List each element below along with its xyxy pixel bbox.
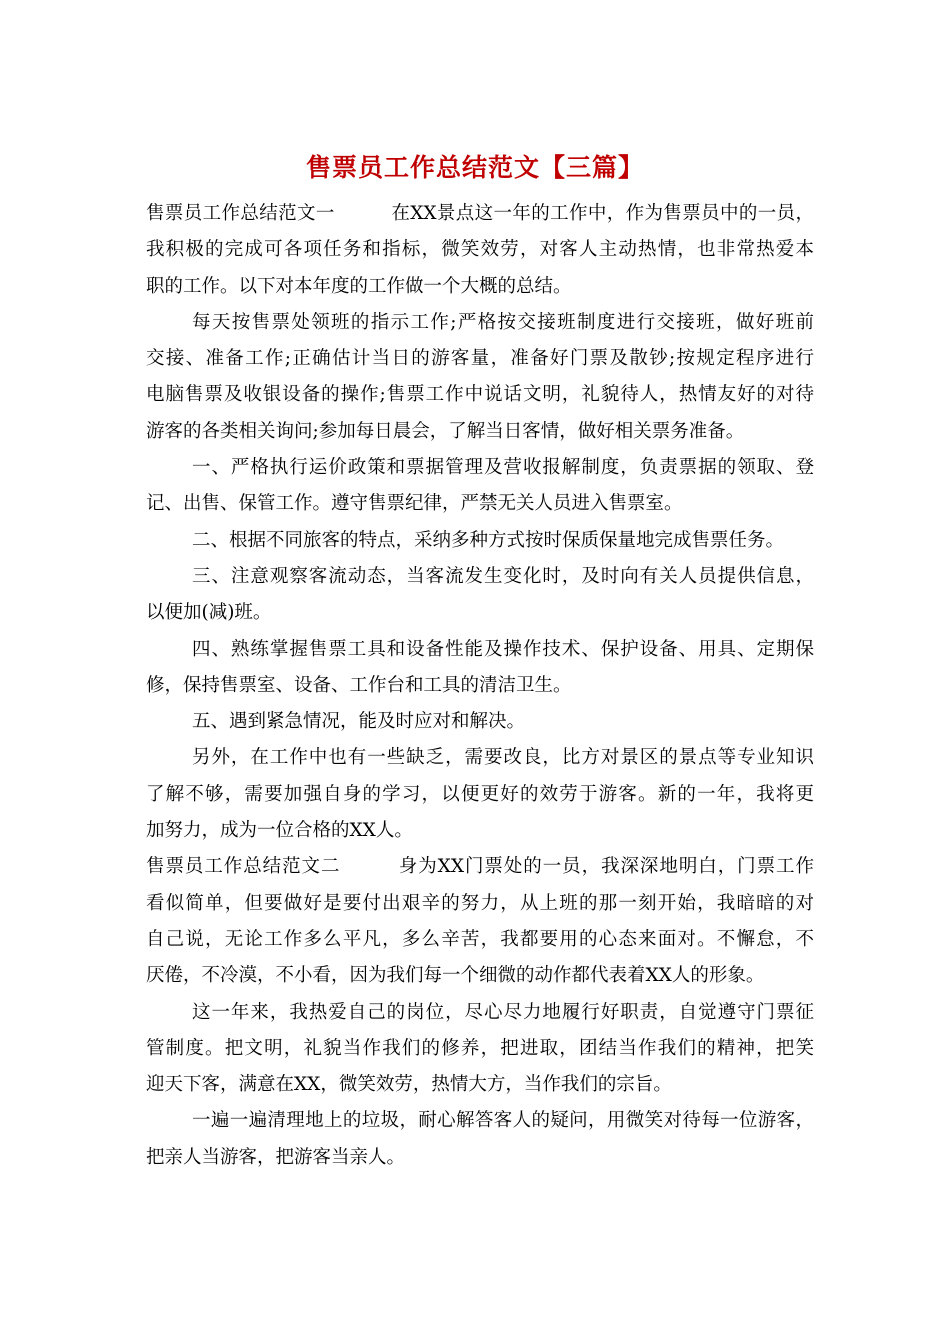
text-line: 五、遇到紧急情况，能及时应对和解决。 bbox=[192, 711, 526, 733]
text-line: 管制度。把文明，礼貌当作我们的修养，把进取，团结当作我们的精神，把笑 bbox=[146, 1037, 814, 1059]
text-line: 这一年来，我热爱自己的岗位，尽心尽力地履行好职责，自觉遵守门票征 bbox=[192, 1001, 814, 1023]
document-title: 售票员工作总结范文【三篇】 bbox=[305, 153, 644, 182]
text-line: 一、严格执行运价政策和票据管理及营收报解制度，负责票据的领取、登 bbox=[192, 457, 814, 479]
text-line: 以便加(减)班。 bbox=[146, 602, 272, 624]
text-line: 一遍一遍清理地上的垃圾，耐心解答客人的疑问，用微笑对待每一位游客， bbox=[192, 1110, 814, 1132]
text-line: 迎天下客，满意在XX，微笑效劳，热情大方，当作我们的宗旨。 bbox=[146, 1074, 672, 1096]
text-line: 三、注意观察客流动态，当客流发生变化时，及时向有关人员提供信息， bbox=[192, 565, 814, 587]
text-line: 交接、准备工作;正确估计当日的游客量，准备好门票及散钞;按规定程序进行 bbox=[146, 348, 814, 370]
text-line: 看似简单，但要做好是要付出艰辛的努力，从上班的那一刻开始，我暗暗的对 bbox=[146, 892, 814, 914]
text-line: 售票员工作总结范文一 在XX景点这一年的工作中，作为售票员中的一员， bbox=[146, 203, 814, 224]
text-line: 加努力，成为一位合格的XX人。 bbox=[146, 820, 413, 842]
text-line: 职的工作。以下对本年度的工作做一个大概的总结。 bbox=[146, 275, 572, 297]
text-line: 自己说，无论工作多么平凡，多么辛苦，我都要用的心态来面对。不懈怠，不 bbox=[146, 928, 814, 950]
text-line: 了解不够，需要加强自身的学习，以便更好的效劳于游客。新的一年，我将更 bbox=[146, 783, 814, 805]
text-line: 另外，在工作中也有一些缺乏，需要改良，比方对景区的景点等专业知识 bbox=[192, 747, 814, 769]
document-body bbox=[146, 196, 814, 1176]
text-line: 电脑售票及收银设备的操作;售票工作中说话文明，礼貌待人，热情友好的对待 bbox=[146, 384, 814, 406]
text-line: 二、根据不同旅客的特点，采纳多种方式按时保质保量地完成售票任务。 bbox=[192, 529, 785, 551]
text-line: 四、熟练掌握售票工具和设备性能及操作技术、保护设备、用具、定期保 bbox=[192, 638, 814, 660]
text-line: 记、出售、保管工作。遵守售票纪律，严禁无关人员进入售票室。 bbox=[146, 493, 683, 515]
text-line: 把亲人当游客，把游客当亲人。 bbox=[146, 1146, 406, 1168]
text-line: 每天按售票处领班的指示工作;严格按交接班制度进行交接班，做好班前 bbox=[192, 311, 814, 333]
text-line: 厌倦，不冷漠，不小看，因为我们每一个细微的动作都代表着XX人的形象。 bbox=[146, 965, 765, 987]
text-line: 游客的各类相关询问;参加每日晨会，了解当日客情，做好相关票务准备。 bbox=[146, 420, 745, 442]
text-line: 售票员工作总结范文二 身为XX门票处的一员，我深深地明白，门票工作 bbox=[146, 856, 814, 878]
text-line: 我积极的完成可各项任务和指标，微笑效劳，对客人主动热情，也非常热爱本 bbox=[146, 239, 814, 261]
text-line: 修，保持售票室、设备、工作台和工具的清洁卫生。 bbox=[146, 674, 572, 696]
